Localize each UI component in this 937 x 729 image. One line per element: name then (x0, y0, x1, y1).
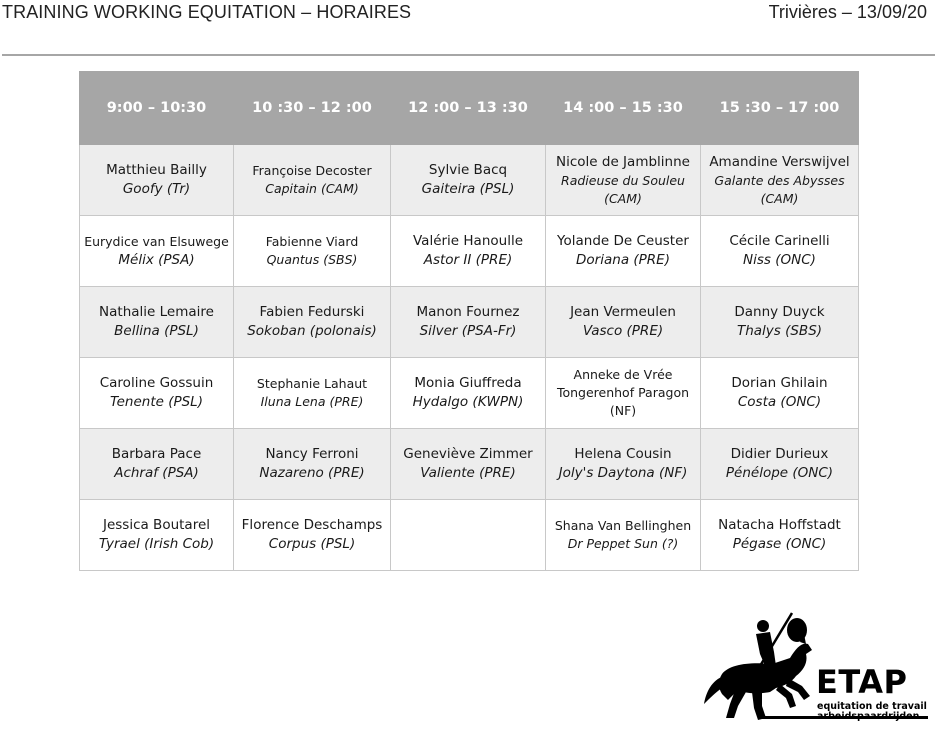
horse-name: Capitain (CAM) (265, 181, 359, 196)
logo-tagline-nl: arbeidspaardrijden (817, 711, 920, 722)
table-row (80, 216, 859, 287)
rider-name: Nicole de Jamblinne (556, 153, 690, 170)
time-slot-header-row (80, 72, 859, 145)
horse-name: Dr Peppet Sun (?) (567, 536, 679, 551)
schedule-cell (234, 216, 391, 287)
schedule-cell (234, 429, 391, 500)
etap-logo (700, 608, 932, 724)
schedule-table (79, 71, 859, 571)
horse-name: Quantus (SBS) (266, 252, 358, 267)
horse-name: Nazareno (PRE) (259, 465, 365, 481)
horse-name: Achraf (PSA) (114, 465, 199, 481)
horse-name: Gaiteira (PSL) (421, 181, 515, 197)
horse-name: Tongerenhof Paragon (NF) (556, 385, 690, 418)
rider-name: Didier Durieux (730, 446, 829, 462)
rider-name: Jessica Boutarel (102, 517, 211, 533)
schedule-cell (234, 500, 391, 571)
rider-name: Cécile Carinelli (729, 233, 830, 249)
time-slot-header: 14 :00 – 15 :30 (546, 72, 701, 145)
rider-name: Helena Cousin (574, 446, 672, 462)
horse-name: Joly's Daytona (NF) (558, 465, 688, 481)
rider-name: Amandine Verswijvel (709, 153, 850, 170)
horse-name: Mélix (PSA) (118, 251, 195, 268)
horse-name: Radieuse du Souleu (CAM) (561, 172, 685, 206)
horse-name: Galante des Abysses (CAM) (714, 172, 845, 206)
horse-name: Doriana (PRE) (576, 252, 670, 268)
rider-name: Caroline Gossuin (99, 375, 214, 391)
schedule-cell (80, 216, 234, 287)
schedule-cell-empty (391, 500, 546, 571)
rider-name: Manon Fournez (416, 304, 520, 320)
horse-name: Vasco (PRE) (582, 323, 664, 339)
horse-name: Valiente (PRE) (420, 465, 516, 481)
rider-name: Anneke de Vrée (573, 367, 673, 382)
horse-name: Sokoban (polonais) (247, 323, 377, 339)
schedule-cell (546, 287, 701, 358)
time-slot-header: 12 :00 – 13 :30 (391, 72, 546, 145)
rider-name: Danny Duyck (734, 304, 825, 320)
schedule-cell (701, 429, 859, 500)
horse-name: Astor II (PRE) (423, 252, 513, 268)
location-date: Trivières – 13/09/20 (768, 2, 927, 22)
rider-name: Geneviève Zimmer (403, 446, 533, 462)
horse-name: Thalys (SBS) (736, 323, 823, 339)
rider-name: Shana Van Bellinghen (554, 518, 692, 533)
horse-name: Pénélope (ONC) (725, 465, 834, 481)
rider-name: Monia Giuffreda (414, 375, 522, 391)
horse-name: Niss (ONC) (743, 252, 816, 268)
schedule-cell (546, 500, 701, 571)
rider-name: Nathalie Lemaire (99, 304, 214, 320)
horse-name: Costa (ONC) (737, 394, 822, 410)
horse-name: Goofy (Tr) (122, 181, 191, 197)
schedule-cell (80, 145, 234, 216)
rider-name: Fabien Fedurski (259, 304, 365, 320)
horse-name: Silver (PSA-Fr) (419, 323, 517, 339)
horse-name: Pégase (ONC) (732, 536, 827, 552)
schedule-cell (391, 145, 546, 216)
schedule-cell (391, 287, 546, 358)
rider-name: Matthieu Bailly (106, 162, 207, 178)
schedule-cell (80, 287, 234, 358)
rider-name: Natacha Hoffstadt (718, 517, 841, 533)
table-row (80, 145, 859, 216)
schedule-cell (234, 145, 391, 216)
schedule-cell (546, 429, 701, 500)
rider-name: Barbara Pace (111, 446, 202, 462)
schedule-cell (80, 500, 234, 571)
table-row (80, 287, 859, 358)
time-slot-header: 9:00 – 10:30 (80, 72, 234, 145)
horse-name: Tyrael (Irish Cob) (98, 536, 215, 552)
schedule-cell (391, 216, 546, 287)
schedule-cell (701, 216, 859, 287)
schedule-cell (546, 358, 701, 429)
horse-name: Bellina (PSL) (114, 323, 199, 339)
horse-name: Hydalgo (KWPN) (412, 394, 524, 410)
logo-wordmark: ETAP (816, 663, 908, 701)
schedule-cell (701, 287, 859, 358)
table-row (80, 429, 859, 500)
schedule-cell (80, 429, 234, 500)
schedule-cell (701, 500, 859, 571)
schedule-cell (701, 358, 859, 429)
table-row (80, 500, 859, 571)
schedule-cell (234, 287, 391, 358)
schedule-cell (701, 145, 859, 216)
schedule-cell (80, 358, 234, 429)
rider-name: Florence Deschamps (241, 517, 383, 533)
rider-name: Fabienne Viard (265, 234, 359, 249)
rider-name: Dorian Ghilain (731, 375, 828, 391)
table-row (80, 358, 859, 429)
rider-name: Yolande De Ceuster (557, 233, 689, 249)
horse-name: Iluna Lena (PRE) (260, 394, 364, 409)
rider-name: Sylvie Bacq (428, 162, 508, 178)
page-title: TRAINING WORKING EQUITATION – HORAIRES (2, 2, 412, 22)
schedule-cell (546, 216, 701, 287)
rider-name: Valérie Hanoulle (412, 233, 524, 249)
schedule-cell (391, 429, 546, 500)
rider-name: Eurydice van Elsuwege (84, 233, 229, 249)
header-divider (2, 54, 935, 56)
horse-name: Tenente (PSL) (110, 394, 203, 410)
time-slot-header: 15 :30 – 17 :00 (701, 72, 859, 145)
schedule-cell (234, 358, 391, 429)
schedule-cell (391, 358, 546, 429)
horse-name: Corpus (PSL) (268, 536, 356, 552)
time-slot-header: 10 :30 – 12 :00 (234, 72, 391, 145)
rider-name: Nancy Ferroni (265, 446, 359, 462)
rider-name: Françoise Decoster (252, 163, 372, 178)
schedule-cell (546, 145, 701, 216)
rider-name: Jean Vermeulen (570, 304, 676, 320)
rider-name: Stephanie Lahaut (256, 376, 368, 391)
page-header (0, 0, 937, 28)
logo-tagline-fr: equitation de travail (817, 701, 927, 712)
